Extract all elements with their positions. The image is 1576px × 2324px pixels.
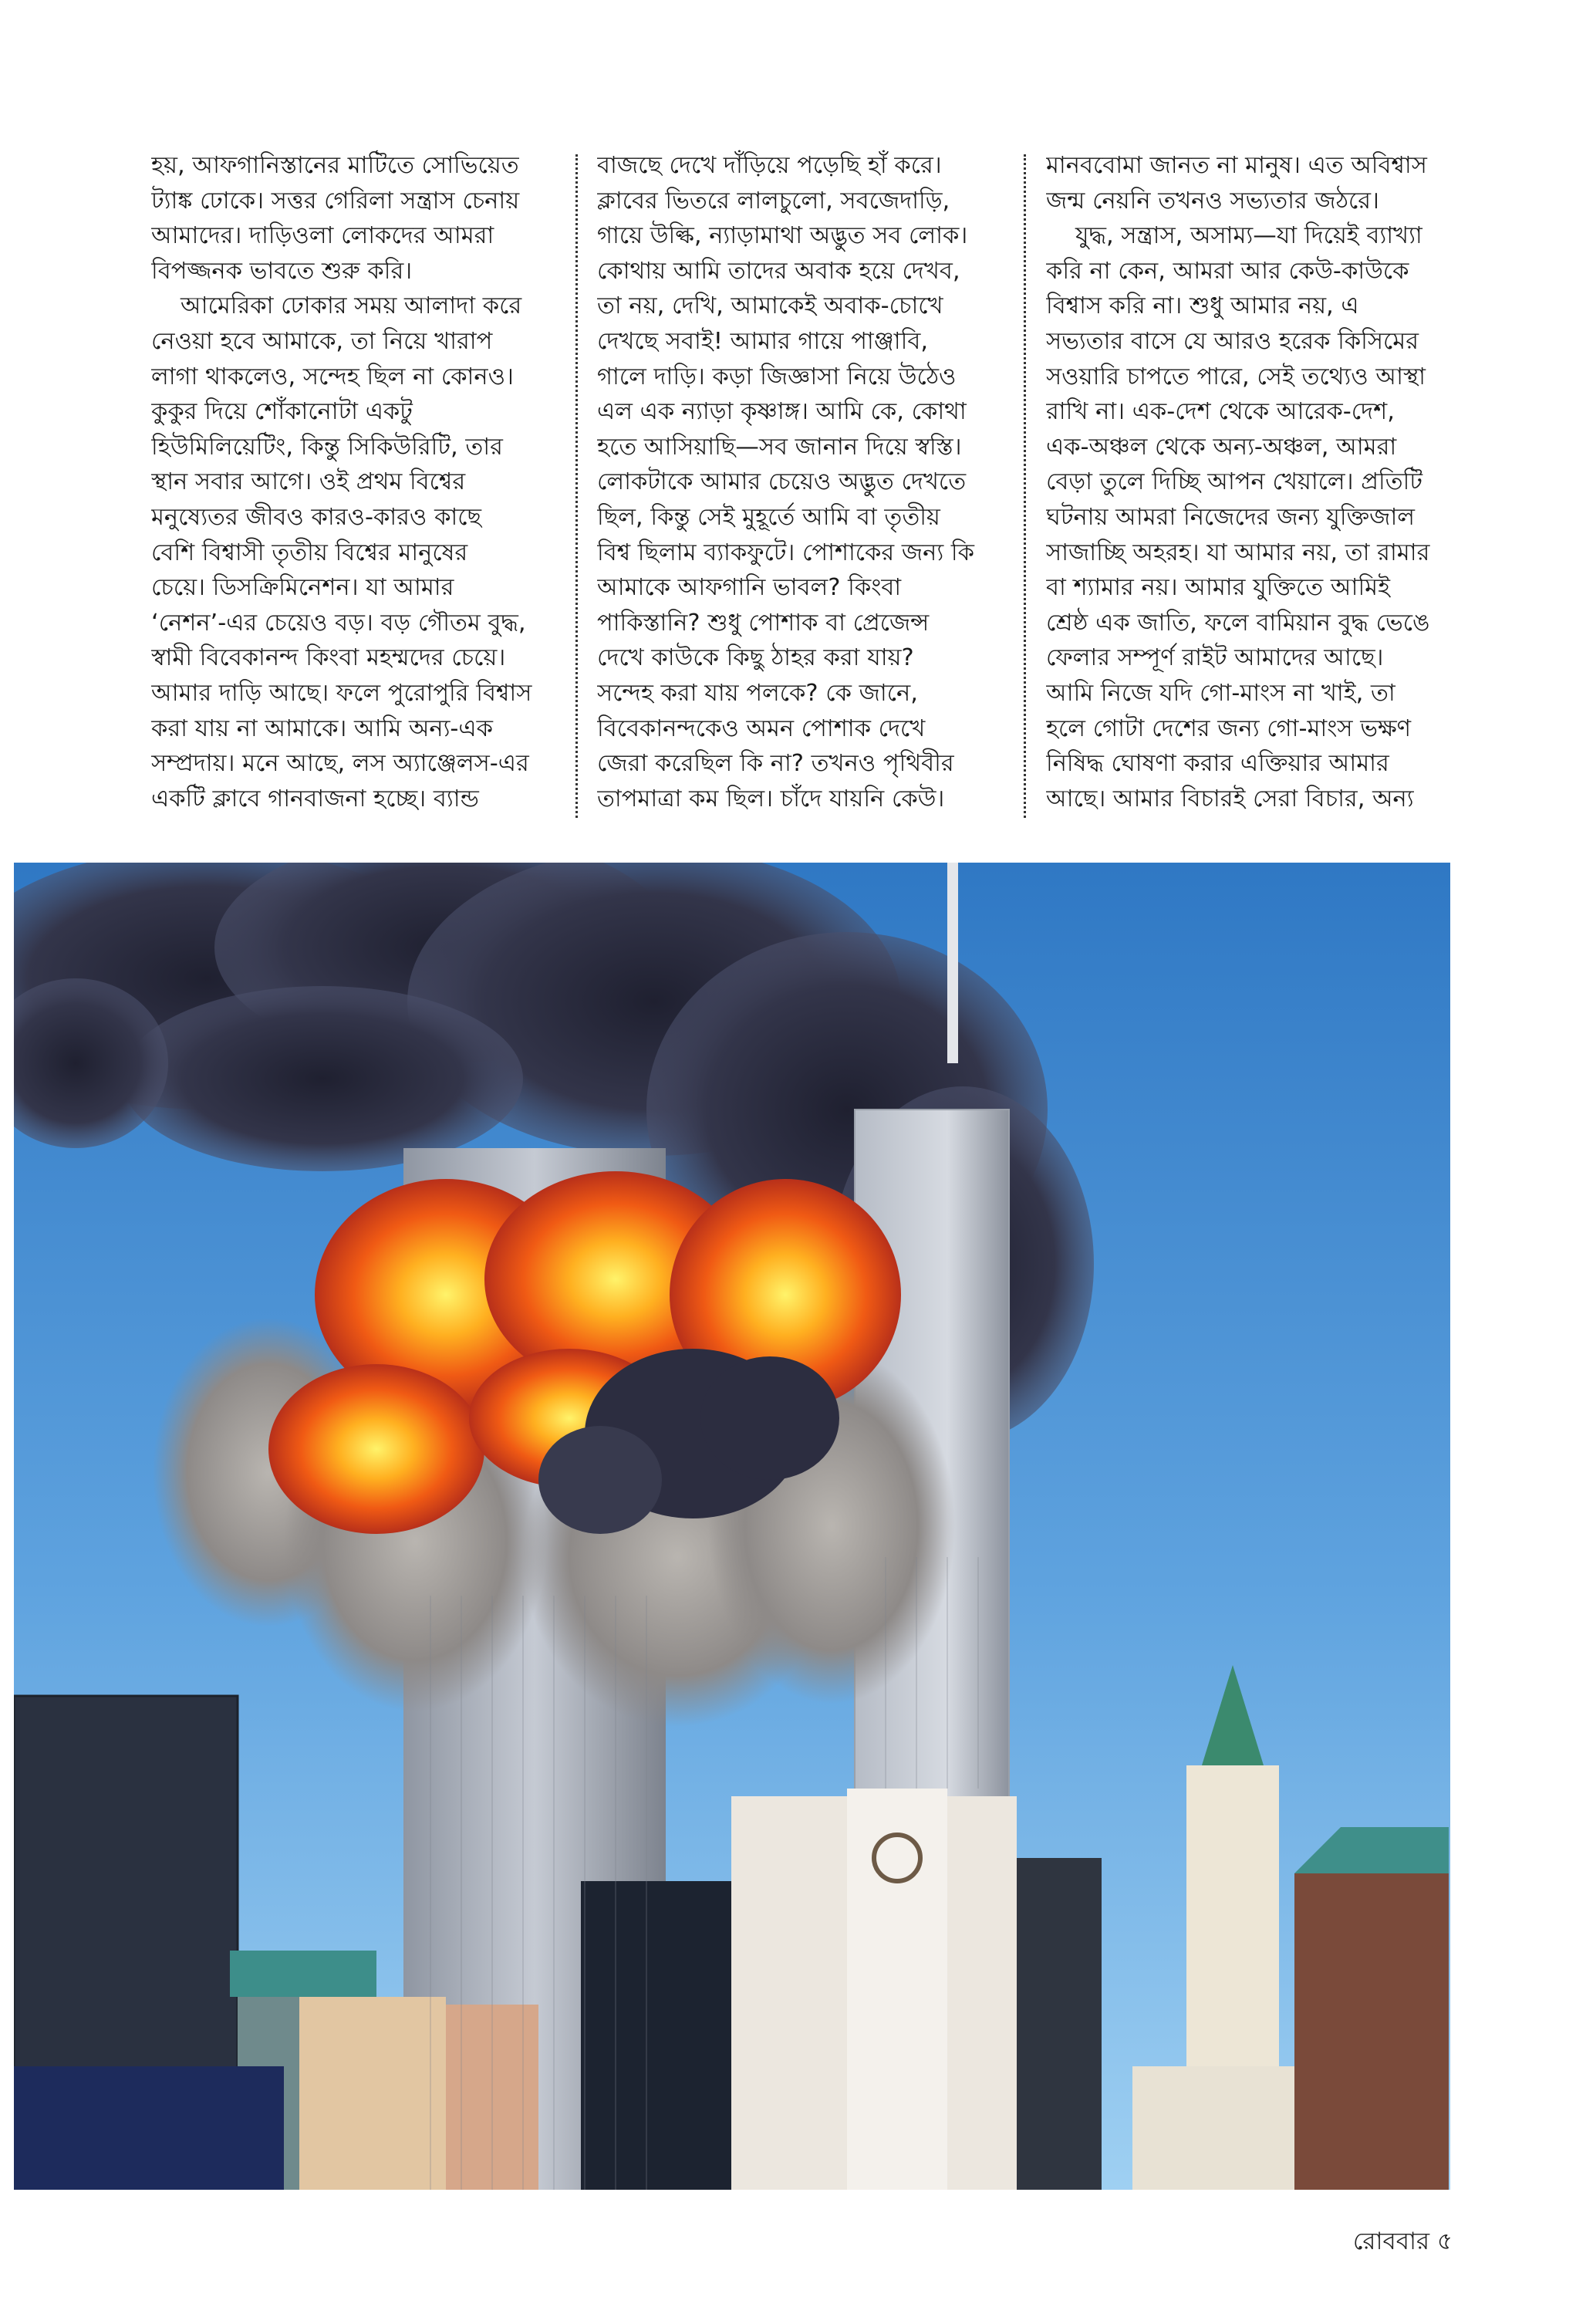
- text-line: আছে। আমার বিচারই সেরা বিচার, অন্য: [1046, 785, 1414, 812]
- text-line: জেরা করেছিল কি না? তখনও পৃথিবীর: [597, 750, 954, 778]
- text-line: পাকিস্তানি? শুধু পোশাক বা প্রেজেন্স: [597, 609, 930, 637]
- text-line: হয়, আফগানিস্তানের মাটিতে সোভিয়েত: [151, 152, 519, 179]
- text-line: শ্রেষ্ঠ এক জাতি, ফলে বামিয়ান বুদ্ধ ভেঙে: [1046, 609, 1430, 637]
- text-line: একটি ক্লাবে গানবাজনা হচ্ছে। ব্যান্ড: [151, 785, 479, 812]
- text-line: জন্ম নেয়নি তখনও সভ্যতার জঠরে।: [1046, 187, 1379, 214]
- text-line: ফেলার সম্পূর্ণ রাইট আমাদের আছে।: [1046, 644, 1384, 672]
- text-line: এক-অঞ্চল থেকে অন্য-অঞ্চল, আমরা: [1046, 433, 1397, 461]
- text-line: দেখে কাউকে কিছু ঠাহর করা যায়?: [597, 644, 914, 672]
- text-line: ক্লাবের ভিতরে লালচুলো, সবজেদাড়ি,: [597, 187, 950, 214]
- antenna: [947, 863, 958, 1063]
- text-line: সওয়ারি চাপতে পারে, সেই তথ্যেও আস্থা: [1046, 363, 1426, 390]
- text-line: আমার দাড়ি আছে। ফলে পুরোপুরি বিশ্বাস: [151, 679, 532, 707]
- text-line: নিষিদ্ধ ঘোষণা করার এক্তিয়ার আমার: [1046, 750, 1389, 778]
- text-line: রাখি না। এক-দেশ থেকে আরেক-দেশ,: [1046, 398, 1395, 426]
- column-divider: [575, 154, 578, 818]
- text-line: কোথায় আমি তাদের অবাক হয়ে দেখব,: [597, 257, 960, 285]
- article-column-3: [1046, 148, 1478, 819]
- text-line: লোকটাকে আমার চেয়েও অদ্ভুত দেখতে: [597, 468, 967, 496]
- article-column-2: [597, 148, 1029, 819]
- text-line: করা যায় না আমাকে। আমি অন্য-এক: [151, 714, 493, 742]
- text-line: স্বামী বিবেকানন্দ কিংবা মহম্মদের চেয়ে।: [151, 644, 506, 672]
- text-line: সম্প্রদায়। মনে আছে, লস অ্যাঞ্জেলস-এর: [151, 750, 529, 778]
- text-line: করি না কেন, আমরা আর কেউ-কাউকে: [1046, 257, 1409, 285]
- text-line: আমি নিজে যদি গো-মাংস না খাই, তা: [1046, 679, 1395, 707]
- text-line: হলে গোটা দেশের জন্য গো-মাংস ভক্ষণ: [1046, 714, 1412, 742]
- text-line: সন্দেহ করা যায় পলকে? কে জানে,: [597, 679, 918, 707]
- text-line: নেওয়া হবে আমাকে, তা নিয়ে খারাপ: [151, 327, 493, 355]
- text-line: ঘটনায় আমরা নিজেদের জন্য যুক্তিজাল: [1046, 503, 1416, 531]
- text-line: তা নয়, দেখি, আমাকেই অবাক-চোখে: [597, 292, 943, 320]
- text-line: কুকুর দিয়ে শোঁকানোটা একটু: [151, 398, 413, 426]
- text-line: বেশি বিশ্বাসী তৃতীয় বিশ্বের মানুষের: [151, 539, 468, 566]
- text-line: বিবেকানন্দকেও অমন পোশাক দেখে: [597, 714, 926, 742]
- text-line: বাজছে দেখে দাঁড়িয়ে পড়েছি হাঁ করে।: [597, 152, 942, 179]
- page-footer: রোববার ৫: [1352, 2228, 1453, 2255]
- column-divider: [1024, 154, 1026, 818]
- text-line: স্থান সবার আগে। ওই প্রথম বিশ্বের: [151, 468, 466, 496]
- text-line: ‘নেশন’-এর চেয়েও বড়। বড় গৌতম বুদ্ধ,: [151, 609, 526, 637]
- text-line: যুদ্ধ, সন্ত্রাস, অসাম্য—যা দিয়েই ব্যাখ্যা: [1075, 222, 1422, 250]
- text-line: লাগা থাকলেও, সন্দেহ ছিল না কোনও।: [151, 363, 514, 390]
- text-line: ছিল, কিন্তু সেই মুহূর্তে আমি বা তৃতীয়: [597, 503, 940, 531]
- text-line: সাজাচ্ছি অহরহ। যা আমার নয়, তা রামার: [1046, 539, 1430, 566]
- text-line: বেড়া তুলে দিচ্ছি আপন খেয়ালে। প্রতিটি: [1046, 468, 1422, 496]
- text-line: সভ্যতার বাসে যে আরও হরেক কিসিমের: [1046, 327, 1419, 355]
- text-line: আমাদের। দাড়িওলা লোকদের আমরা: [151, 222, 494, 250]
- text-line: মানববোমা জানত না মানুষ। এত অবিশ্বাস: [1046, 152, 1427, 179]
- text-line: হতে আসিয়াছি—সব জানান দিয়ে স্বস্তি।: [597, 433, 962, 461]
- text-line: বিশ্বাস করি না। শুধু আমার নয়, এ: [1046, 292, 1359, 320]
- text-line: আমেরিকা ঢোকার সময় আলাদা করে: [181, 292, 522, 320]
- text-line: বিশ্ব ছিলাম ব্যাকফুটে। পোশাকের জন্য কি: [597, 539, 974, 566]
- world-trade-center-attack-photo: [14, 863, 1450, 2190]
- text-line: চেয়ে। ডিসক্রিমিনেশন। যা আমার: [151, 574, 454, 602]
- text-line: দেখছে সবাই! আমার গায়ে পাঞ্জাবি,: [597, 327, 929, 355]
- text-line: হিউমিলিয়েটিং, কিন্তু সিকিউরিটি, তার: [151, 433, 503, 461]
- text-line: তাপমাত্রা কম ছিল। চাঁদে যায়নি কেউ।: [597, 785, 945, 812]
- article-column-1: [151, 148, 583, 819]
- text-line: মনুষ্যেতর জীবও কারও-কারও কাছে: [151, 503, 481, 531]
- text-line: গালে দাড়ি। কড়া জিজ্ঞাসা নিয়ে উঠেও: [597, 363, 957, 390]
- text-line: বিপজ্জনক ভাবতে শুরু করি।: [151, 257, 413, 285]
- text-line: এল এক ন্যাড়া কৃষ্ণাঙ্গ। আমি কে, কোথা: [597, 398, 967, 426]
- text-line: আমাকে আফগানি ভাবল? কিংবা: [597, 574, 902, 602]
- text-line: গায়ে উল্কি, ন্যাড়ামাথা অদ্ভুত সব লোক।: [597, 222, 968, 250]
- text-line: ট্যাঙ্ক ঢোকে। সত্তর গেরিলা সন্ত্রাস চেনায়: [151, 187, 520, 214]
- text-line: বা শ্যামার নয়। আমার যুক্তিতে আমিই: [1046, 574, 1390, 602]
